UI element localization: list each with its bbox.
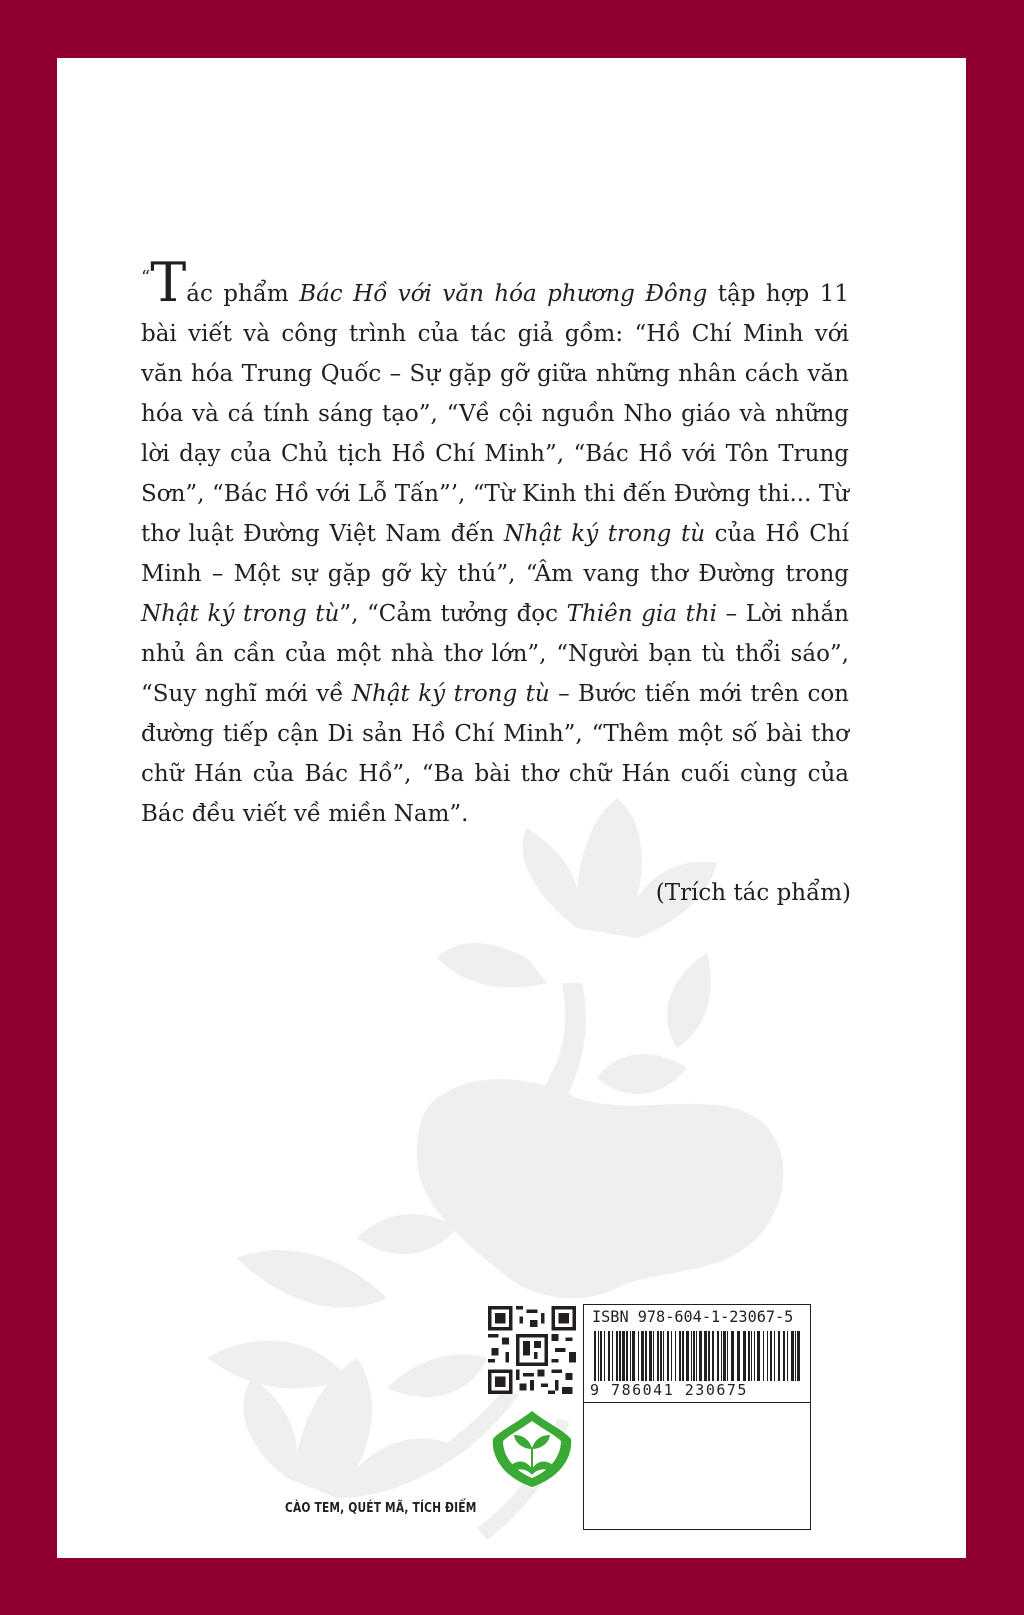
blurb-text-6: – Bước tiến mới trên con đường tiếp cận Di sản Hồ Chí Minh”, “Thêm một số bài thơ chữ Hán của Bác Hồ”, “Ba bài thơ chữ Hán cuối cùng của Bác đều viết về miền Nam”. [141,681,849,827]
publisher-logo-icon [487,1403,577,1493]
promo-text: CÀO TEM, QUÉT MÃ, TÍCH ĐIỂM [285,1501,477,1516]
italic-title-4: Thiên gia thi [566,601,718,627]
blurb-text-4: ”, “Cảm tưởng đọc [339,601,567,627]
book-title: Bác Hồ với văn hóa phương Đông [299,281,708,307]
price-sticker-area [584,1402,810,1530]
barcode-icon [590,1331,804,1381]
blurb-text-3: của Hồ Chí Minh – Một sự gặp gỡ kỳ thú”, “Âm vang thơ Đường trong [141,521,849,587]
isbn-label: ISBN 978-604-1-23067-5 [592,1307,794,1326]
qr-code-icon[interactable] [488,1306,576,1394]
blurb-text-5: – Lời nhắn nhủ ân cần của một nhà thơ lớn”, “Người bạn tù thổi sáo”, “Suy nghĩ mới về [141,601,849,707]
drop-cap: T [150,251,187,314]
source-note: (Trích tác phẩm) [655,880,851,906]
blurb-paragraph [141,251,850,834]
white-panel [57,58,966,1558]
open-quote: “ [141,267,151,288]
italic-title-2: Nhật ký trong tù [503,521,706,547]
italic-title-3: Nhật ký trong tù [141,601,340,627]
isbn-barcode-box [583,1304,811,1530]
italic-title-5: Nhật ký trong tù [351,681,550,707]
ean-number: 9 786041 230675 [590,1381,748,1399]
blurb-text-1: ác phẩm [186,281,300,307]
blurb-text-2: tập hợp 11 bài viết và công trình của tác giả gồm: “Hồ Chí Minh với văn hóa Trung Quốc – Sự gặp gỡ giữa những nhân cách văn hóa và cá tính sáng tạo”, “Về cội nguồn Nho giáo và những lời dạy của Chủ tịch Hồ Chí Minh”, “Bác Hồ với Tôn Trung Sơn”, “Bác Hồ với Lỗ Tấn”’, “Từ Kinh thi đến Đường thi... Từ thơ luật Đường Việt Nam đến [141,281,850,547]
